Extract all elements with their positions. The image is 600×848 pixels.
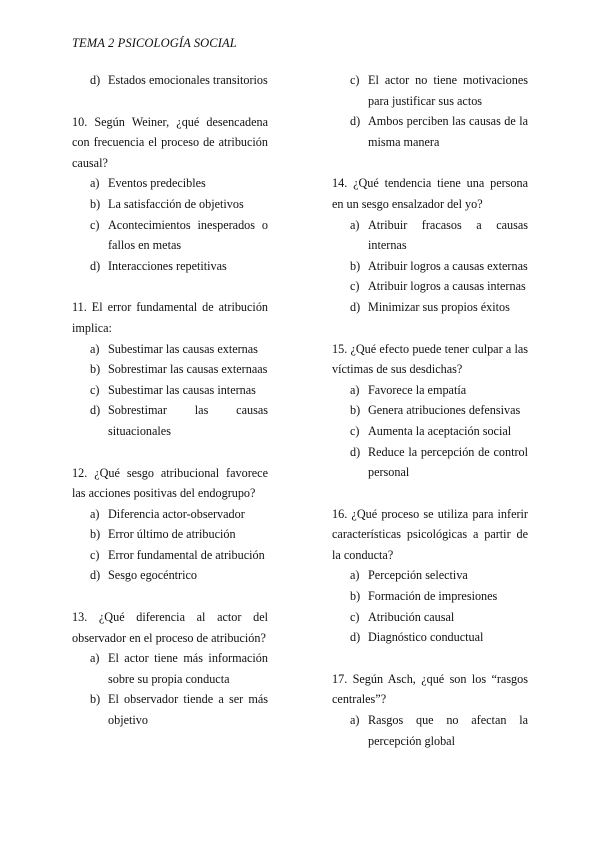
option xyxy=(72,380,268,401)
option-text: Error último de atribución xyxy=(108,527,236,542)
option-letter: a) xyxy=(90,651,100,666)
option-letter: a) xyxy=(350,217,360,232)
question-number: 15. xyxy=(332,341,348,356)
option-text: Ambos perciben las causas de la misma manera xyxy=(368,114,528,149)
option-text: Atribución causal xyxy=(368,609,455,624)
option-letter: d) xyxy=(350,299,361,314)
option xyxy=(332,380,528,401)
question-prompt: El error fundamental de atribución implica: xyxy=(72,300,269,335)
option xyxy=(332,442,528,483)
option-text: Atribuir logros a causas externas xyxy=(368,258,528,273)
question xyxy=(72,607,268,731)
option xyxy=(72,339,268,360)
option xyxy=(72,194,268,215)
option xyxy=(332,70,528,111)
option-text: Subestimar las causas externas xyxy=(108,341,258,356)
option-text: Diagnóstico conductual xyxy=(368,630,484,645)
option xyxy=(332,276,528,297)
option xyxy=(72,689,268,730)
question-number: 14. xyxy=(332,176,348,191)
option-letter: d) xyxy=(350,114,361,129)
option-text: Sesgo egocéntrico xyxy=(108,568,198,583)
option xyxy=(332,586,528,607)
option-letter: a) xyxy=(350,713,360,728)
option-letter: b) xyxy=(90,362,101,377)
option-text: Estados emocionales transitorios xyxy=(108,73,268,87)
option-letter: c) xyxy=(350,73,360,87)
option-letter: c) xyxy=(350,609,360,624)
option-letter: b) xyxy=(350,403,361,418)
question-text xyxy=(72,463,268,504)
option-text: Rasgos que no afectan la percepción global xyxy=(368,713,528,748)
option xyxy=(332,400,528,421)
option-letter: c) xyxy=(350,279,360,294)
question xyxy=(332,173,528,317)
question-number: 17. xyxy=(332,671,348,686)
question-prompt: ¿Qué proceso se utiliza para inferir características psicológicas a partir de la conducta? xyxy=(332,506,528,562)
option xyxy=(72,648,268,689)
option-letter: a) xyxy=(350,382,360,397)
option-text: La satisfacción de objetivos xyxy=(108,196,244,211)
option-letter: a) xyxy=(90,176,100,191)
option-letter: d) xyxy=(90,258,101,273)
option-letter: a) xyxy=(350,568,360,583)
question xyxy=(332,339,528,483)
option-letter: b) xyxy=(350,258,361,273)
question-text xyxy=(332,669,528,710)
question-number: 13. xyxy=(72,610,88,625)
option xyxy=(72,70,268,91)
option-letter: b) xyxy=(90,692,101,707)
question xyxy=(72,297,268,441)
option-letter: a) xyxy=(90,506,100,521)
option xyxy=(72,504,268,525)
option xyxy=(72,524,268,545)
option xyxy=(72,545,268,566)
question-prompt: ¿Qué efecto puede tener culpar a las víctimas de sus desdichas? xyxy=(332,341,528,377)
option-letter: a) xyxy=(90,341,100,356)
option xyxy=(332,607,528,628)
question xyxy=(72,112,268,277)
question-13-continuation xyxy=(332,70,528,152)
option-letter: d) xyxy=(90,568,101,583)
question-number: 12. xyxy=(72,465,88,480)
question xyxy=(332,669,528,751)
option-letter: b) xyxy=(350,589,361,604)
right-column xyxy=(332,70,528,772)
question-text xyxy=(72,112,268,174)
option xyxy=(72,359,268,380)
option-letter: c) xyxy=(90,547,100,562)
option xyxy=(72,400,268,441)
option-text: Favorece la empatía xyxy=(368,382,467,397)
option-text: El actor no tiene motivaciones para justificar sus actos xyxy=(368,73,528,108)
question-number: 11. xyxy=(72,300,87,315)
question xyxy=(72,463,268,587)
option xyxy=(72,173,268,194)
option xyxy=(332,627,528,648)
option-letter: c) xyxy=(350,423,360,438)
option xyxy=(332,565,528,586)
question-text xyxy=(72,607,268,648)
option-letter: b) xyxy=(90,196,101,211)
option-text: Subestimar las causas internas xyxy=(108,382,256,397)
question-prompt: ¿Qué sesgo atribucional favorece las acciones positivas del endogrupo? xyxy=(72,465,268,501)
question-text xyxy=(72,297,268,338)
option xyxy=(332,111,528,152)
option-letter: d) xyxy=(90,73,101,87)
option-text: Minimizar sus propios éxitos xyxy=(368,299,510,314)
question-prompt: ¿Qué tendencia tiene una persona en un sesgo ensalzador del yo? xyxy=(332,176,529,211)
question-text xyxy=(332,504,528,566)
option-text: Atribuir fracasos a causas internas xyxy=(368,217,528,253)
option-letter: d) xyxy=(350,630,361,645)
option-text: Sobrestimar las causas externaas xyxy=(108,362,268,377)
option-text: Sobrestimar las causas situacionales xyxy=(108,403,268,438)
option-letter: c) xyxy=(90,217,100,232)
question-number: 16. xyxy=(332,506,348,521)
option xyxy=(72,565,268,586)
option xyxy=(72,256,268,277)
question-prompt: Según Asch, ¿qué son los “rasgos centrales”? xyxy=(332,671,528,707)
question-text xyxy=(332,339,528,380)
option-text: El actor tiene más información sobre su propia conducta xyxy=(108,651,268,686)
option-letter: c) xyxy=(90,382,100,397)
option xyxy=(332,421,528,442)
option-letter: d) xyxy=(90,403,101,418)
option-letter: b) xyxy=(90,527,101,542)
question xyxy=(332,504,528,648)
left-column xyxy=(72,70,268,752)
option-text: El observador tiende a ser más objetivo xyxy=(108,692,268,728)
option-text: Error fundamental de atribución xyxy=(108,547,265,562)
option xyxy=(72,215,268,256)
question-prompt: ¿Qué diferencia al actor del observador en el proceso de atribución? xyxy=(72,610,268,645)
option-text: Diferencia actor-observador xyxy=(108,506,245,521)
question-number: 10. xyxy=(72,114,88,129)
option xyxy=(332,256,528,277)
option xyxy=(332,297,528,318)
option xyxy=(332,710,528,751)
option-text: Atribuir logros a causas internas xyxy=(368,279,526,294)
option-text: Percepción selectiva xyxy=(368,568,468,583)
option-text: Eventos predecibles xyxy=(108,176,206,191)
option-text: Aumenta la aceptación social xyxy=(368,423,512,438)
page-header: TEMA 2 PSICOLOGÍA SOCIAL xyxy=(72,36,237,50)
option-text: Formación de impresiones xyxy=(368,589,498,604)
option-text: Acontecimientos inesperados o fallos en metas xyxy=(108,217,268,253)
question-text xyxy=(332,173,528,214)
option xyxy=(332,215,528,256)
option-text: Genera atribuciones defensivas xyxy=(368,403,521,418)
question-prompt: Según Weiner, ¿qué desencadena con frecuencia el proceso de atribución causal? xyxy=(72,114,268,170)
option-text: Reduce la percepción de control personal xyxy=(368,444,528,480)
question-9-continuation xyxy=(72,70,268,91)
option-text: Interacciones repetitivas xyxy=(108,258,227,273)
option-letter: d) xyxy=(350,444,361,459)
